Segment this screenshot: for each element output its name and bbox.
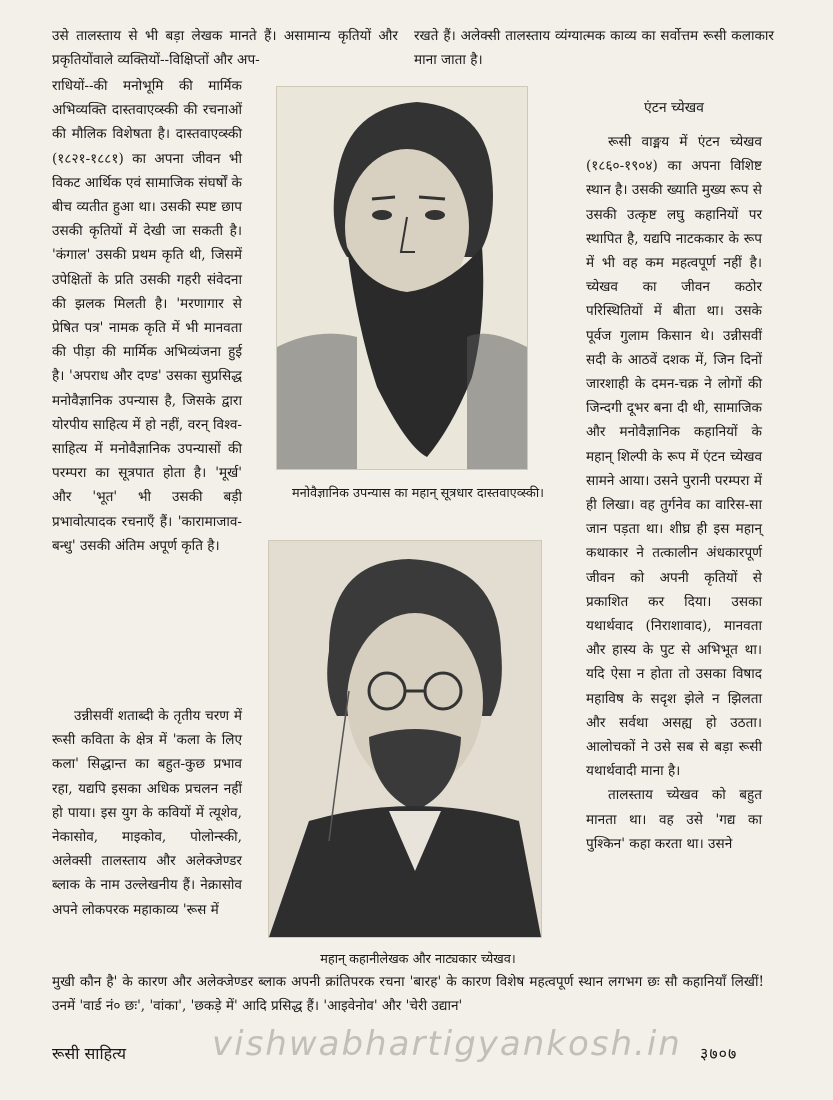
right-column [586, 130, 762, 856]
caption-dostoevsky: मनोवैज्ञानिक उपन्यास का महान् सूत्रधार दास्तवाएव्स्की। [291, 486, 545, 501]
watermark-text: vishwabhartigyankosh.in [212, 1024, 682, 1064]
bottom-paragraph: मुखी कौन है' के कारण और अलेक्जेण्डर ब्लाक अपनी क्रांतिपरक रचना 'बारह' के कारण विशेष महत्वपूर्ण स्थान लगभग छः सौ कहानियाँ लिखीं! उनमें 'वार्ड नं० छः', 'वांका', 'छकड़े में' आदि प्रसिद्ध हैं। 'आइवेनोव' और 'चेरी उद्यान' [52, 974, 764, 1015]
left-paragraph-2: उन्नीसवीं शताब्दी के तृतीय चरण में रूसी कविता के क्षेत्र में 'कला के लिए कला' सिद्धान्त का बहुत-कुछ प्रभाव रहा, यद्यपि इसका अधिक प्रचलन नहीं हो पाया। इस युग के कवियों में त्यूशेव, नेकासोव, माइकोव, पोलोन्स्की, अलेक्सी तालस्ताय और अलेक्जेण्डर ब्लाक के नाम उल्लेखनीय हैं। नेक्रासोव अपने लोकपरक महाकाव्य 'रूस में [52, 708, 242, 918]
caption-chekhov: महान् कहानीलेखक और नाट्यकार च्येखव। [320, 952, 516, 967]
running-footer-title: रूसी साहित्य [52, 1044, 126, 1063]
page-number: ३७०७ [700, 1044, 738, 1063]
right-top-text [414, 24, 774, 72]
right-top-paragraph: रखते हैं। अलेक्सी तालस्ताय व्यंग्यात्मक काव्य का सर्वोत्तम रूसी कलाकार माना जाता है। [414, 28, 774, 69]
portrait-dostoevsky-image [277, 87, 527, 469]
bottom-text [52, 970, 764, 1018]
portrait-chekhov [268, 540, 542, 938]
portrait-chekhov-image [269, 541, 541, 937]
right-paragraph-2: तालस्ताय च्येखव को बहुत मानता था। वह उसे 'गद्य का पुश्किन' कहा करता था। उसने [586, 787, 762, 852]
left-paragraph-1: राधियों--की मनोभूमि की मार्मिक अभिव्यक्ति दास्तवाएव्स्की की रचनाओं की मौलिक विशेषता है। दास्तवाएव्स्की (१८२१-१८८१) का अपना जीवन भी विकट आर्थिक एवं सामाजिक संघर्षों के बीच व्यतीत हुआ था। उसकी स्पष्ट छाप उसकी कृतियों में देखी जा सकती है। 'कंगाल' उसकी प्रथम कृति थी, जिसमें उपेक्षितों के प्रति उसकी गहरी संवेदना की झलक मिलती है। 'मरणागार से प्रेषित पत्र' नामक कृति में भी मानवता की पीड़ा की मार्मिक अभिव्यंजना हुई है। 'अपराध और दण्ड' उसका सुप्रसिद्ध मनोवैज्ञानिक उपन्यास है, जिसके द्वारा योरपीय साहित्य में हो नहीं, वरन् विश्व-साहित्य में मनोवैज्ञानिक उपन्यासों की परम्परा का सूत्रपात होता है। 'मूर्ख' और 'भूत' भी उसकी बड़ी प्रभावोत्पादक रचनाएँ हैं। 'कारामाजाव-बन्धु' उसकी अंतिम अपूर्ण कृति है। [52, 78, 242, 554]
left-column-2 [52, 704, 242, 922]
lead-paragraph: उसे तालस्ताय से भी बड़ा लेखक मानते हैं। असामान्य कृतियों और प्रकृतियोंवाले व्यक्तियों--विक्षिप्तों और अप- [52, 28, 398, 69]
left-column [52, 74, 242, 558]
portrait-dostoevsky [276, 86, 528, 470]
lead-text [52, 24, 398, 72]
section-heading: एंटन च्येखव [644, 100, 704, 116]
right-paragraph-1: रूसी वाङ्मय में एंटन च्येखव (१८६०-१९०४) का अपना विशिष्ट स्थान है। उसकी ख्याति मुख्य रूप से उसकी उत्कृष्ट लघु कहानियों पर स्थापित है, यद्यपि नाटककार के रूप में भी वह कम महत्वपूर्ण नहीं है। च्येखव का जीवन कठोर परिस्थितियों में बीता था। उसके पूर्वज गुलाम किसान थे। उन्नीसवीं सदी के आठवें दशक में, जिन दिनों जारशाही के दमन-चक्र ने लोगों की जिन्दगी दूभर बना दी थी, सामाजिक और मनोवैज्ञानिक कहानियों के महान् शिल्पी के रूप में एंटन च्येखव सामने आया। उसने पुरानी परम्परा में ही लिखा। वह तुर्गनेव का वारिस-सा जान पड़ता था। शीघ्र ही इस महान् कथाकार ने तत्कालीन अंधकारपूर्ण जीवन को अपनी कृतियों से प्रकाशित कर दिया। उसका यथार्थवाद (निराशावाद), मानवता और हास्य के पुट से अभिभूत था। यदि ऐसा न होता तो उसका विषाद महाविष के सदृश झेले न झिलता और सर्वथा असह्य हो उठता। आलोचकों ने उसे सब से बड़ा रूसी यथार्थवादी माना है। [586, 134, 762, 780]
